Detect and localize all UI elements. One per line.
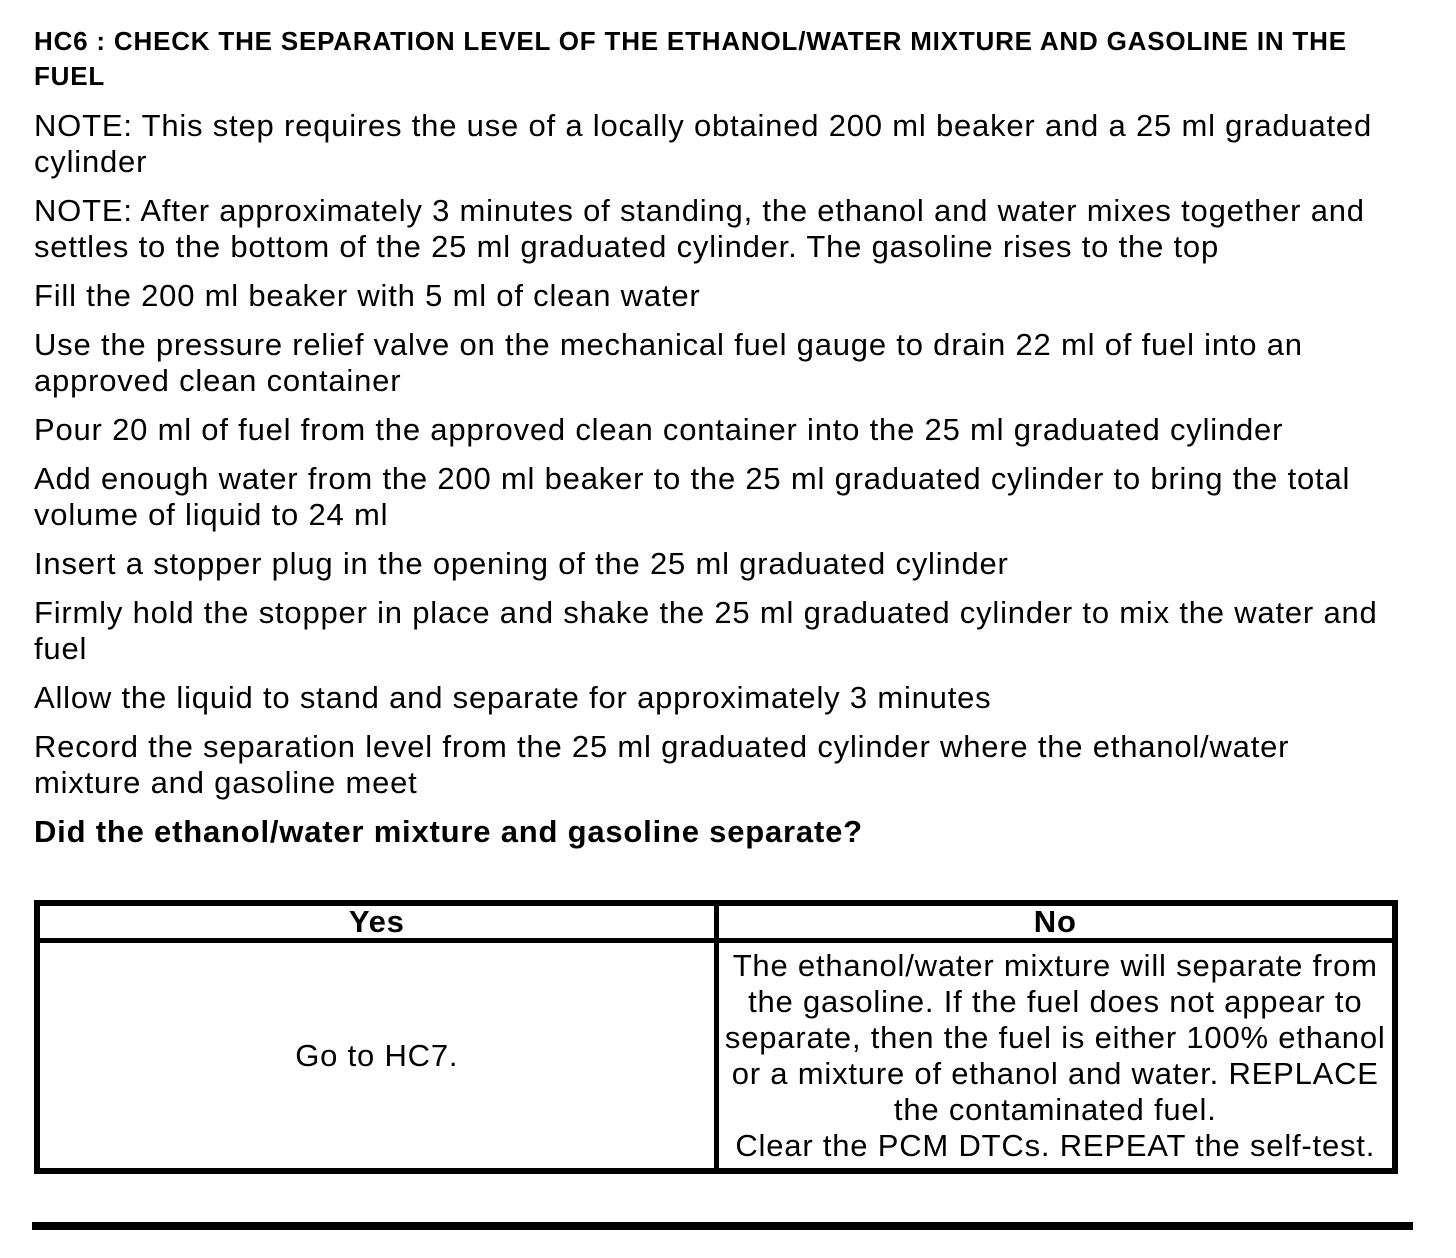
no-action-text-1: The ethanol/water mixture will separate from the gasoline. If the fuel does not appear to separate, then the fuel is either 100% ethanol or a mixture of ethanol and water. REPLACE the contaminated fuel.: [724, 947, 1386, 1127]
no-action-text-2: Clear the PCM DTCs. REPEAT the self-test.: [735, 1127, 1376, 1163]
decision-table-header-yes: Yes: [37, 903, 716, 941]
procedure-note-1: NOTE: This step requires the use of a locally obtained 200 ml beaker and a 25 ml graduated cylinder: [34, 108, 1372, 179]
procedure-step-pour-fuel: Pour 20 ml of fuel from the approved clean container into the 25 ml graduated cylinder: [34, 412, 1284, 447]
procedure-step-shake-cylinder: Firmly hold the stopper in place and shake the 25 ml graduated cylinder to mix the water and fuel: [34, 595, 1378, 666]
decision-table-header-row: [37, 903, 1395, 941]
decision-table: [34, 900, 1398, 1174]
footer-divider: [32, 1222, 1413, 1230]
procedure-step-fill-beaker: Fill the 200 ml beaker with 5 ml of clean water: [34, 278, 701, 313]
procedure-note-2: NOTE: After approximately 3 minutes of standing, the ethanol and water mixes together and settles to the bottom of the 25 ml graduated cylinder. The gasoline rises to the top: [34, 193, 1365, 264]
procedure-step-add-water: Add enough water from the 200 ml beaker to the 25 ml graduated cylinder to bring the total volume of liquid to 24 ml: [34, 461, 1351, 532]
procedure-heading: HC6 : CHECK THE SEPARATION LEVEL OF THE ETHANOL/WATER MIXTURE AND GASOLINE IN THE FUEL: [34, 26, 1347, 91]
decision-table-header-no: No: [716, 903, 1395, 941]
procedure-step-stand-liquid: Allow the liquid to stand and separate for approximately 3 minutes: [34, 680, 992, 715]
decision-yes-cell: Go to HC7.: [37, 941, 716, 1172]
procedure-step-drain-fuel: Use the pressure relief valve on the mechanical fuel gauge to drain 22 ml of fuel into an approved clean container: [34, 327, 1303, 398]
procedure-step-record-level: Record the separation level from the 25 ml graduated cylinder where the ethanol/water mixture and gasoline meet: [34, 729, 1290, 800]
decision-question: Did the ethanol/water mixture and gasoline separate?: [34, 814, 863, 849]
decision-no-cell: [716, 941, 1395, 1172]
decision-table-body-row: [37, 941, 1395, 1172]
procedure-step-insert-stopper: Insert a stopper plug in the opening of the 25 ml graduated cylinder: [34, 546, 1009, 581]
